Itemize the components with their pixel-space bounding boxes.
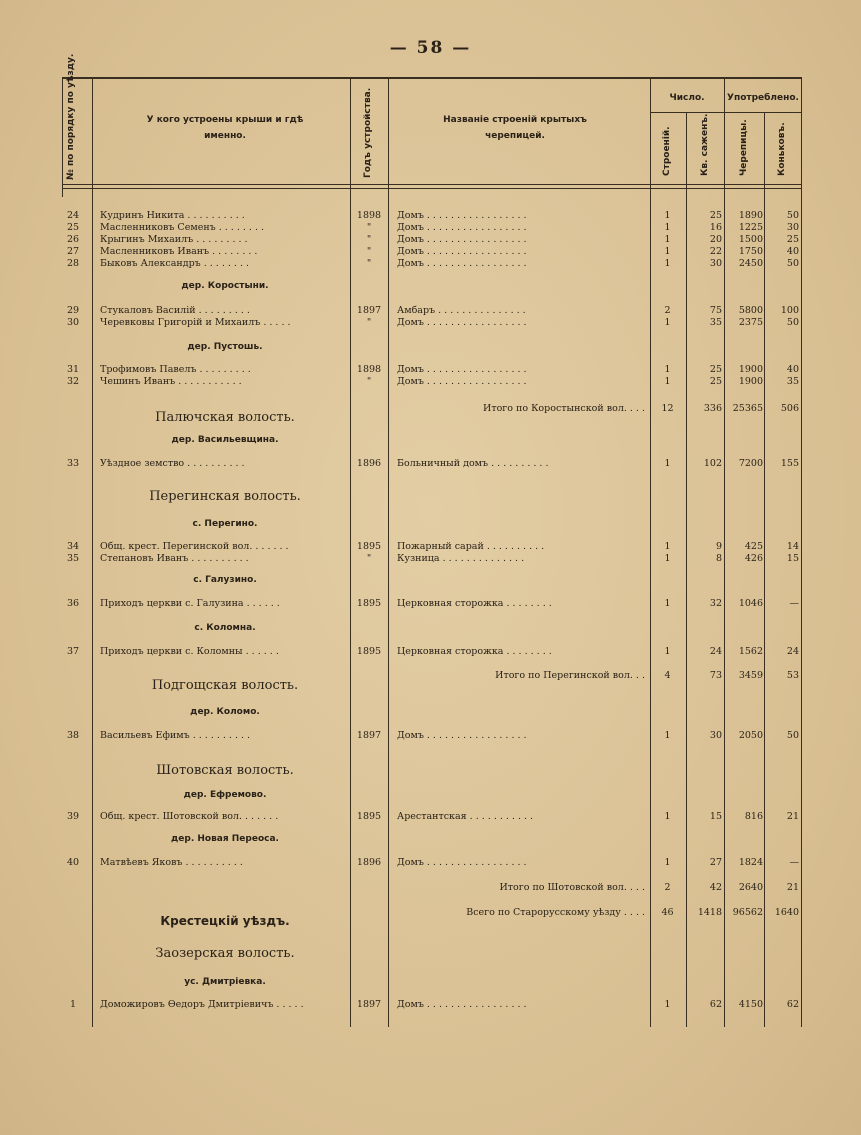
village-heading: дер. Ефремово. xyxy=(183,790,267,800)
structures-count: 1 xyxy=(664,364,671,375)
table-row xyxy=(0,730,861,742)
table-row xyxy=(0,317,861,329)
structures-count: 2 xyxy=(664,882,671,893)
owner-name: Общ. крест. Шотовской вол. . . . . . . xyxy=(100,811,279,822)
owner-name: Матвѣевъ Яковъ . . . . . . . . . . xyxy=(100,857,243,868)
building-name: Домъ . . . . . . . . . . . . . . . . . xyxy=(397,999,527,1010)
header-ridges: Коньковъ. xyxy=(777,122,787,176)
row-number: 37 xyxy=(66,646,80,657)
structures-count: 2 xyxy=(664,305,671,316)
sazhens-count: 15 xyxy=(709,811,722,822)
year-built: 1898 xyxy=(356,210,382,221)
table-row xyxy=(0,210,861,222)
volost-heading: Заозерская волость. xyxy=(155,946,295,961)
building-name: Домъ . . . . . . . . . . . . . . . . . xyxy=(397,730,527,741)
row-number: 34 xyxy=(66,541,80,552)
owner-name: Черевковы Григорій и Михаилъ . . . . . xyxy=(100,317,291,328)
ridges-count: — xyxy=(789,598,799,609)
ridges-count: 15 xyxy=(786,553,799,564)
table-row xyxy=(0,246,861,258)
header-structures: Строеній. xyxy=(662,126,672,176)
ridges-count: 50 xyxy=(786,317,799,328)
structures-count: 1 xyxy=(664,811,671,822)
sazhens-count: 35 xyxy=(709,317,722,328)
village-heading: с. Коломна. xyxy=(194,623,256,633)
owner-name: Трофимовъ Павелъ . . . . . . . . . xyxy=(100,364,251,375)
structures-count: 1 xyxy=(664,376,671,387)
table-row xyxy=(0,305,861,317)
table-row xyxy=(0,222,861,234)
row-number: 33 xyxy=(66,458,80,469)
header-building: Названіе строеній крытыхъ черепицей. xyxy=(443,115,587,141)
sazhens-count: 1418 xyxy=(697,907,722,918)
owner-name: Стукаловъ Василій . . . . . . . . . xyxy=(100,305,250,316)
year-built: " xyxy=(366,317,372,328)
owner-name: Приходъ церкви с. Коломны . . . . . . xyxy=(100,646,279,657)
ridges-count: 50 xyxy=(786,210,799,221)
tiles-count: 816 xyxy=(744,811,763,822)
owner-name: Чешинъ Иванъ . . . . . . . . . . . xyxy=(100,376,242,387)
ridges-count: — xyxy=(789,857,799,868)
header-row-number: № по порядку по уѣзду. xyxy=(66,53,76,180)
building-name: Пожарный сарай . . . . . . . . . . xyxy=(397,541,545,552)
tiles-count: 25365 xyxy=(732,403,763,414)
tiles-count: 3459 xyxy=(738,670,763,681)
sazhens-count: 102 xyxy=(703,458,722,469)
row-number: 26 xyxy=(66,234,80,245)
header-count-group: Число. xyxy=(669,93,705,103)
building-name: Домъ . . . . . . . . . . . . . . . . . xyxy=(397,364,527,375)
owner-name: Кудринъ Никита . . . . . . . . . . xyxy=(100,210,245,221)
ridges-count: 506 xyxy=(780,403,799,414)
total-label: Всего по Старорусскому уѣзду . . . . xyxy=(466,907,645,918)
building-name: Арестантская . . . . . . . . . . . xyxy=(397,811,534,822)
tiles-count: 1562 xyxy=(738,646,763,657)
village-heading: с. Перегино. xyxy=(192,519,258,529)
owner-name: Уѣздное земство . . . . . . . . . . xyxy=(100,458,245,469)
structures-count: 1 xyxy=(664,258,671,269)
building-name: Домъ . . . . . . . . . . . . . . . . . xyxy=(397,857,527,868)
structures-count: 1 xyxy=(664,730,671,741)
owner-name: Степановъ Иванъ . . . . . . . . . . xyxy=(100,553,249,564)
table-row xyxy=(0,857,861,869)
header-owner: У кого устроены крыши и гдѣ именно. xyxy=(146,115,304,141)
village-heading: дер. Пустошь. xyxy=(187,342,263,352)
year-built: 1895 xyxy=(356,646,382,657)
ridges-count: 1640 xyxy=(774,907,799,918)
building-name: Домъ . . . . . . . . . . . . . . . . . xyxy=(397,376,527,387)
volost-heading: Палючская волость. xyxy=(155,410,295,425)
header-sazhens: Кв. саженъ. xyxy=(700,113,710,176)
structures-count: 4 xyxy=(664,670,671,681)
row-number: 36 xyxy=(66,598,80,609)
header-tiles: Черепицы. xyxy=(739,119,749,176)
ridges-count: 62 xyxy=(786,999,799,1010)
sazhens-count: 25 xyxy=(709,376,722,387)
year-built: " xyxy=(366,234,372,245)
total-label: Итого по Перегинской вол. . . xyxy=(495,670,645,681)
year-built: 1897 xyxy=(356,730,382,741)
table-row xyxy=(0,234,861,246)
sazhens-count: 75 xyxy=(709,305,722,316)
tiles-count: 2640 xyxy=(738,882,763,893)
table-row xyxy=(0,999,861,1011)
tiles-count: 1890 xyxy=(738,210,763,221)
structures-count: 1 xyxy=(664,222,671,233)
structures-count: 46 xyxy=(661,907,674,918)
ridges-count: 40 xyxy=(786,364,799,375)
structures-count: 1 xyxy=(664,857,671,868)
owner-name: Приходъ церкви с. Галузина . . . . . . xyxy=(100,598,280,609)
owner-name: Масленниковъ Семенъ . . . . . . . . xyxy=(100,222,265,233)
sazhens-count: 73 xyxy=(709,670,722,681)
owner-name: Общ. крест. Перегинской вол. . . . . . . xyxy=(100,541,289,552)
year-built: 1896 xyxy=(356,458,382,469)
tiles-count: 426 xyxy=(744,553,763,564)
structures-count: 1 xyxy=(664,234,671,245)
table-row xyxy=(0,541,861,553)
tiles-count: 1225 xyxy=(738,222,763,233)
village-heading: ус. Дмитріевка. xyxy=(184,977,266,987)
tiles-count: 2450 xyxy=(738,258,763,269)
year-built: 1895 xyxy=(356,541,382,552)
row-number: 25 xyxy=(66,222,80,233)
year-built: " xyxy=(366,553,372,564)
tiles-count: 2375 xyxy=(738,317,763,328)
sazhens-count: 24 xyxy=(709,646,722,657)
sazhens-count: 30 xyxy=(709,730,722,741)
ridges-count: 50 xyxy=(786,258,799,269)
table-row xyxy=(0,598,861,610)
tiles-count: 1824 xyxy=(738,857,763,868)
sazhens-count: 42 xyxy=(709,882,722,893)
owner-name: Доможировъ Өедоръ Дмитріевичъ . . . . . xyxy=(100,999,304,1010)
owner-name: Крыгинъ Михаилъ . . . . . . . . . xyxy=(100,234,248,245)
village-heading: дер. Васильевщина. xyxy=(171,435,279,445)
building-name: Кузница . . . . . . . . . . . . . . xyxy=(397,553,525,564)
year-built: 1897 xyxy=(356,999,382,1010)
table-row xyxy=(0,553,861,565)
row-number: 1 xyxy=(69,999,77,1010)
building-name: Домъ . . . . . . . . . . . . . . . . . xyxy=(397,234,527,245)
ridges-count: 30 xyxy=(786,222,799,233)
total-row xyxy=(0,882,861,894)
building-name: Домъ . . . . . . . . . . . . . . . . . xyxy=(397,210,527,221)
village-heading: дер. Новая Переоса. xyxy=(171,834,279,844)
building-name: Больничный домъ . . . . . . . . . . xyxy=(397,458,549,469)
row-number: 35 xyxy=(66,553,80,564)
sazhens-count: 25 xyxy=(709,210,722,221)
structures-count: 12 xyxy=(661,403,674,414)
sazhens-count: 336 xyxy=(703,403,722,414)
sazhens-count: 30 xyxy=(709,258,722,269)
table-row xyxy=(0,646,861,658)
ridges-count: 50 xyxy=(786,730,799,741)
sazhens-count: 62 xyxy=(709,999,722,1010)
ridges-count: 21 xyxy=(786,811,799,822)
table-row xyxy=(0,258,861,270)
structures-count: 1 xyxy=(664,553,671,564)
sazhens-count: 16 xyxy=(709,222,722,233)
building-name: Домъ . . . . . . . . . . . . . . . . . xyxy=(397,222,527,233)
header-used-group: Употреблено. xyxy=(727,93,799,103)
structures-count: 1 xyxy=(664,999,671,1010)
tiles-count: 1500 xyxy=(738,234,763,245)
ridges-count: 53 xyxy=(786,670,799,681)
volost-heading: Шотовская волость. xyxy=(156,763,294,778)
row-number: 27 xyxy=(66,246,80,257)
ridges-count: 14 xyxy=(786,541,799,552)
page-number: — 58 — xyxy=(389,38,472,58)
tiles-count: 1900 xyxy=(738,364,763,375)
sazhens-count: 25 xyxy=(709,364,722,375)
ridges-count: 35 xyxy=(786,376,799,387)
year-built: 1896 xyxy=(356,857,382,868)
sazhens-count: 32 xyxy=(709,598,722,609)
ridges-count: 100 xyxy=(780,305,799,316)
row-number: 24 xyxy=(66,210,80,221)
total-label: Итого по Шотовской вол. . . . xyxy=(499,882,645,893)
district-heading: Крестецкій уѣздъ. xyxy=(160,914,290,928)
row-number: 39 xyxy=(66,811,80,822)
table-row xyxy=(0,458,861,470)
tiles-count: 7200 xyxy=(738,458,763,469)
sazhens-count: 22 xyxy=(709,246,722,257)
year-built: 1898 xyxy=(356,364,382,375)
tiles-count: 425 xyxy=(744,541,763,552)
year-built: 1897 xyxy=(356,305,382,316)
building-name: Домъ . . . . . . . . . . . . . . . . . xyxy=(397,246,527,257)
table-row xyxy=(0,364,861,376)
building-name: Домъ . . . . . . . . . . . . . . . . . xyxy=(397,317,527,328)
structures-count: 1 xyxy=(664,317,671,328)
year-built: 1895 xyxy=(356,811,382,822)
row-number: 31 xyxy=(66,364,80,375)
year-built: " xyxy=(366,376,372,387)
tiles-count: 1750 xyxy=(738,246,763,257)
tiles-count: 1046 xyxy=(738,598,763,609)
building-name: Домъ . . . . . . . . . . . . . . . . . xyxy=(397,258,527,269)
header-year: Годъ устройства. xyxy=(363,87,373,178)
row-number: 40 xyxy=(66,857,80,868)
total-label: Итого по Коростынской вол. . . . xyxy=(483,403,645,414)
owner-name: Васильевъ Ефимъ . . . . . . . . . . xyxy=(100,730,251,741)
tiles-count: 96562 xyxy=(732,907,763,918)
sazhens-count: 8 xyxy=(715,553,722,564)
ridges-count: 25 xyxy=(786,234,799,245)
sazhens-count: 9 xyxy=(715,541,722,552)
tiles-count: 2050 xyxy=(738,730,763,741)
ridges-count: 155 xyxy=(780,458,799,469)
ridges-count: 24 xyxy=(786,646,799,657)
table-row xyxy=(0,376,861,388)
tiles-count: 4150 xyxy=(738,999,763,1010)
owner-name: Масленниковъ Иванъ . . . . . . . . xyxy=(100,246,258,257)
building-name: Церковная сторожка . . . . . . . . xyxy=(397,646,552,657)
structures-count: 1 xyxy=(664,646,671,657)
tiles-count: 1900 xyxy=(738,376,763,387)
building-name: Амбаръ . . . . . . . . . . . . . . . xyxy=(397,305,526,316)
row-number: 30 xyxy=(66,317,80,328)
sazhens-count: 20 xyxy=(709,234,722,245)
year-built: " xyxy=(366,258,372,269)
village-heading: дер. Коломо. xyxy=(190,707,260,717)
structures-count: 1 xyxy=(664,598,671,609)
table-row xyxy=(0,811,861,823)
year-built: 1895 xyxy=(356,598,382,609)
structures-count: 1 xyxy=(664,246,671,257)
ridges-count: 21 xyxy=(786,882,799,893)
building-name: Церковная сторожка . . . . . . . . xyxy=(397,598,552,609)
structures-count: 1 xyxy=(664,458,671,469)
ridges-count: 40 xyxy=(786,246,799,257)
owner-name: Быковъ Александръ . . . . . . . . xyxy=(100,258,250,269)
year-built: " xyxy=(366,222,372,233)
structures-count: 1 xyxy=(664,541,671,552)
structures-count: 1 xyxy=(664,210,671,221)
volost-heading: Подгощская волость. xyxy=(151,678,299,693)
row-number: 32 xyxy=(66,376,80,387)
year-built: " xyxy=(366,246,372,257)
row-number: 29 xyxy=(66,305,80,316)
sazhens-count: 27 xyxy=(709,857,722,868)
village-heading: с. Галузино. xyxy=(193,575,257,585)
tiles-count: 5800 xyxy=(738,305,763,316)
volost-heading: Перегинская волость. xyxy=(149,489,301,504)
row-number: 28 xyxy=(66,258,80,269)
village-heading: дер. Коростыни. xyxy=(181,281,269,291)
row-number: 38 xyxy=(66,730,80,741)
